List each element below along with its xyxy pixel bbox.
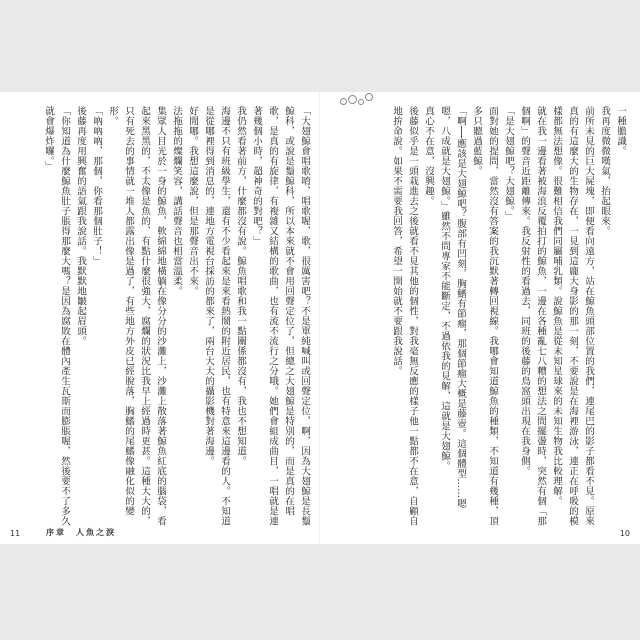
left-page-body-text: 「大翅鯨會唱歌唷，唱歌喔，歌，很厲害吧？不是單純喊叫或回聲定位，啊，因為大翅鯨是長鬚鯨科，或說是鬚鯨科，所以本來就不會用回聲定位了，但總之大翅鯨是特別的，而是真的在唱歌，是真的有旋律，有複雜又結構的歌曲，也有流不流行之分哦。她們會組成曲目，一唱就是連著幾個小時，超神奇的對吧？」 我仍然看著前方，什麼都沒有說。鯨魚唱歌和我一點關係都沒有，我也不想知道。 海邊不只有班級學生，還有不少看起來是來看熱鬧的附近居民，也有特意來這邊看的人。不知道是從哪裡得到消息的，連地方電視台採訪的都來了，兩台大大的攝影機對著海邊。 好閒哪。我想這麼說，但是那聲音出不來。 法拖拖的燦爛笑容，講話聲音也相當溫柔。 集眾人目光於一身的鯨魚，軟綿綿地橫躺在像分分的沙灘上，沙灘上散落著鯨魚紅底的腦袋，看起來黑黑的，不太像是魚的，有點什麼很強大，腐爛的狀況比我早上經過時更甚。這種大大的，只有死去的事情就一堆人都露出像是過了，有些地方外皮已經脫落，胸鰭的尾鰭像融化似的變形。 「吶吶吶，那個，你看那個肚子！」 後藤再度用興奮的語氣跟我說話。我默默地皺起眉頭。 「你知道為什麼鯨魚肚子脹得那麼大嗎？是因為腐敗在體內產生瓦斯而膨脹喔，然後要不了多久就會爆炸囉。」 [43,106,310,526]
running-head: 序章 人魚之淚 [46,528,116,537]
bubble-icon [348,95,357,104]
bubble-icon [340,98,347,105]
right-page [320,92,640,544]
right-page-number: 10 [619,529,630,538]
right-page-body-text: 一種膽識。 我再度微微嘆氣，抬起眼來。 前所未見的巨大屍塊，即便看向遠方，站在鯨魚頭部位置的我們，連尾巴的影子都看不見。原來真的有這麼大的生物存在，一見到這龐大身影的那一刻，不要說是在海裡游泳，連正在呼吸的模樣都無法想像。很難相信我們同屬哺乳類。說鯨魚是從未知星球來的未知生物我比較理解。 就在我一邊看著被海浪反覆拍打的鯨魚，一邊在各種亂七八糟的想法之間擺盪時，突然有個「那個啊」的聲音近距離傳來。我反射性的看過去，同班的後藤的鳥窩頭出現在我身側。 「是大翅鯨吧？大翅鯨。」 面對她的提問，當然沒有答案的我沉默著轉回視線。我哪會知道鯨魚的種類，不知道有幾種，頂多只聽過藍鯨。 「啊──應該是大翅鯨吧？腹部有凹刻，胸鰭有節瘤，那個節瘤大概是藤壺。這個體型……嗯嗯，八成就是大翅鯨。」雖然不問專家不能斷定，不過依我的見解，這就是大翅鯨。 真心不在意，沒興趣。 後藤似乎是一頭栽進去之後就看不見其他的個性，對我毫無反應的樣子他一點都不在意，自顧自地拚命說。如果不需要我回答，希望一開始就不要跟我說話。 [391,106,626,526]
bubble-icon [365,93,373,101]
bubble-icon [358,99,364,105]
left-page-number: 11 [10,529,21,538]
book-spread [0,92,640,544]
left-page [0,92,320,544]
